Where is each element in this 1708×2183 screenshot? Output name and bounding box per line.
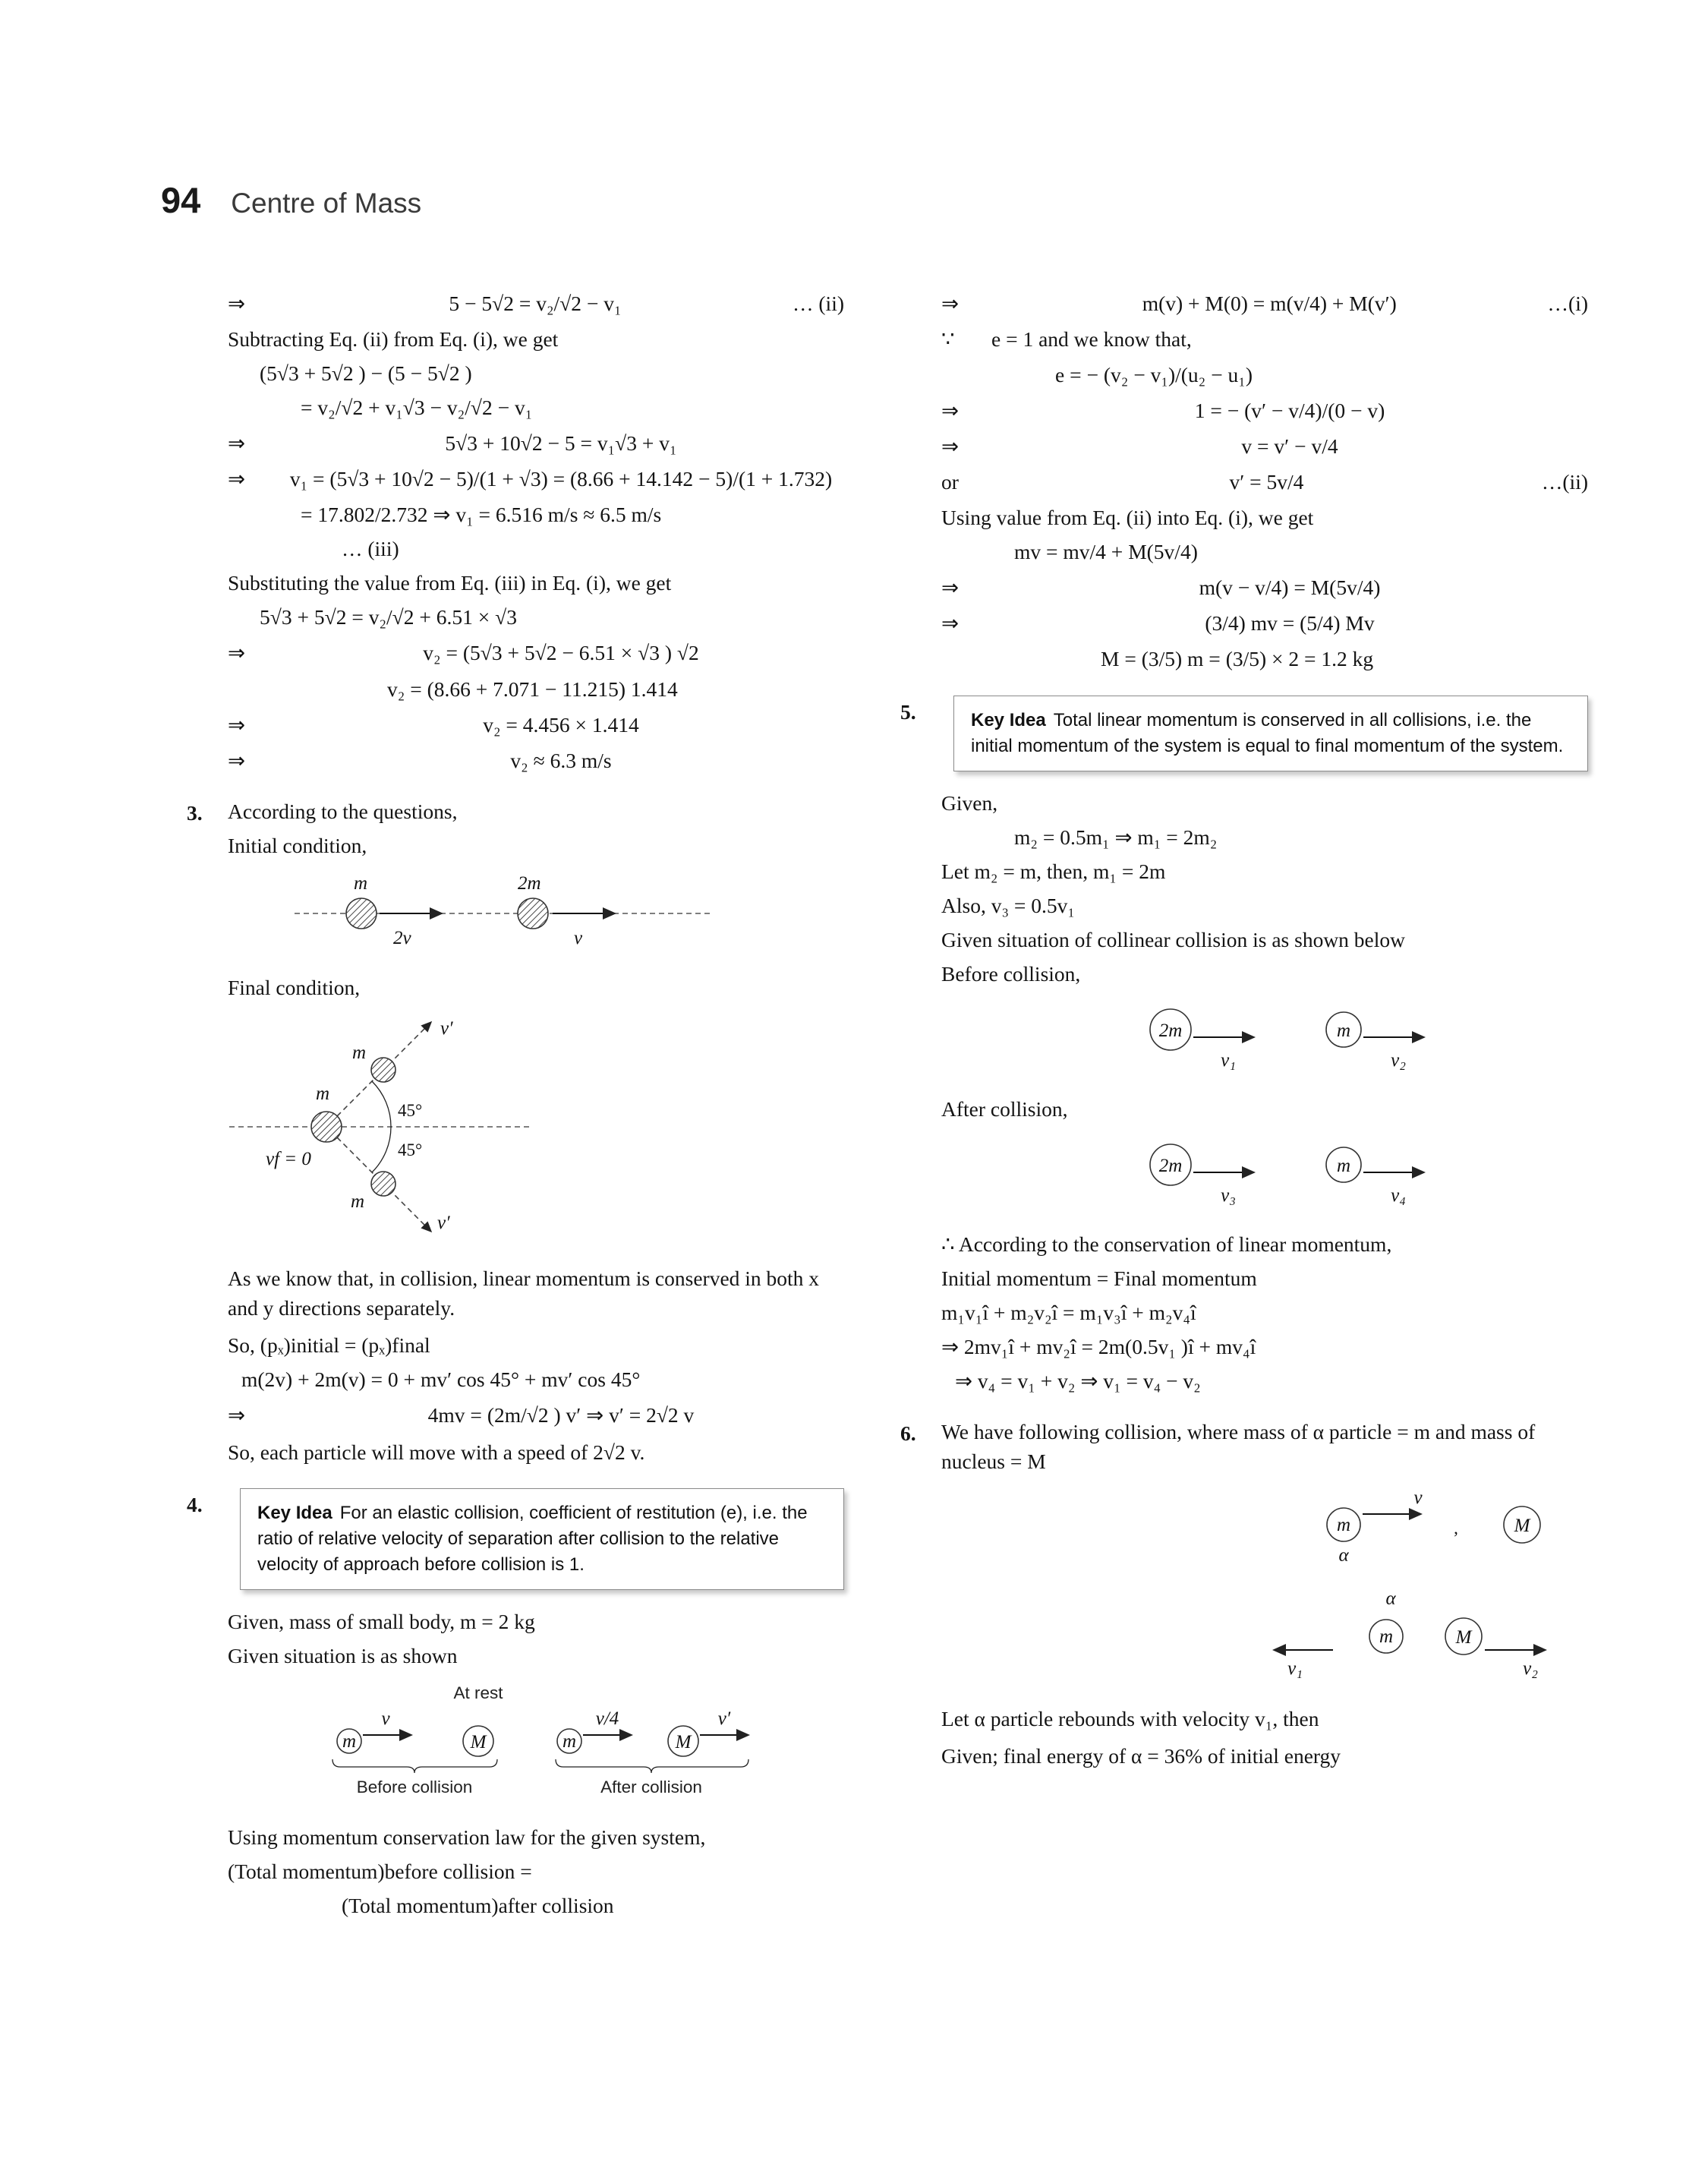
equation-text: v₂ = (5√3 + 5√2 − 6.51 × √3 ) √2: [423, 641, 699, 665]
implies-icon: ⇒: [228, 431, 246, 456]
after-collision-label: After collision: [600, 1777, 702, 1797]
key-idea-box: [240, 1488, 844, 1590]
equation-text: m(2v) + 2m(v) = 0 + mv′ cos 45° + mv′ cos 45°: [241, 1368, 641, 1392]
because-icon: ∵: [941, 327, 955, 352]
mass-label: 2m: [518, 872, 541, 894]
question-6: [900, 1417, 1588, 1770]
key-idea-label: Key Idea: [971, 709, 1046, 730]
paragraph: We have following collision, where mass of α particle = m and mass of nucleus = M: [941, 1420, 1536, 1474]
implies-icon: ⇒: [228, 1403, 246, 1427]
lower-angle-arc: [372, 1127, 391, 1172]
velocity-label: v: [1413, 1487, 1423, 1509]
mass-label: m: [1336, 1020, 1351, 1041]
equation-text: (3/4) mv = (5/4) Mv: [1205, 611, 1375, 636]
text-line: Using value from Eq. (ii) into Eq. (i), we get: [941, 506, 1314, 530]
text-line: Final condition,: [228, 975, 361, 999]
implies-icon: ⇒: [228, 467, 246, 491]
equation-text: m(v) + M(0) = m(v/4) + M(v′): [1142, 292, 1397, 315]
velocity-label: v₂: [1523, 1658, 1538, 1680]
before-collision-label: Before collision: [356, 1777, 473, 1797]
angle-label: 45°: [398, 1100, 423, 1120]
mass-m-ball-up: [371, 1058, 395, 1082]
equation-line: [228, 710, 844, 740]
paragraph: Let α particle rebounds with velocity v₁, then: [941, 1706, 1319, 1730]
equation-text: m₁v₁î + m₂v₂î = m₁v₃î + m₂v₄î: [941, 1301, 1196, 1325]
equation-line: [228, 638, 844, 667]
text-line: Before collision,: [941, 961, 1081, 986]
equation-text: So, (pₓ)initial = (pₓ)final: [228, 1333, 430, 1357]
mass-label: m: [1379, 1626, 1394, 1648]
equation-text: (Total momentum)after collision: [342, 1893, 614, 1917]
diagram-alpha-after: [941, 1589, 1588, 1688]
implies-icon: ⇒: [941, 292, 960, 315]
equation-text: (Total momentum)before collision =: [228, 1859, 532, 1883]
mass-label: M: [1455, 1627, 1472, 1648]
or-word: or: [941, 470, 959, 494]
equation-text: e = − (v₂ − v₁)/(u₂ − u₁): [1055, 363, 1253, 387]
mass-label: m: [351, 1191, 365, 1212]
question-number: 4.: [187, 1493, 203, 1517]
key-idea-text: Total linear momentum is conserved in all collisions, i.e. the initial momentum of the system is equal to final momentum of the system.: [971, 709, 1564, 756]
equation-text: v₂ ≈ 6.3 m/s: [510, 748, 612, 772]
upper-angle-arc: [372, 1081, 391, 1127]
equation-text: v = v′ − v/4: [1241, 434, 1338, 459]
mass-label: 2m: [1158, 1156, 1183, 1177]
diagram-before-after-collision: [228, 1682, 844, 1807]
equation-number: … (ii): [793, 292, 844, 315]
equation-line: [941, 396, 1588, 425]
paragraph: Given; final energy of α = 36% of initial energy: [941, 1743, 1341, 1768]
mass-label: m: [562, 1730, 577, 1752]
velocity-label: v′: [440, 1017, 453, 1039]
diagram-after-collision: [941, 1134, 1588, 1214]
final-velocity-label: vf = 0: [266, 1148, 311, 1169]
equation-text: ⇒ v₄ = v₁ + v₂ ⇒ v₁ = v₄ − v₂: [955, 1369, 1201, 1393]
comma: ,: [1454, 1519, 1458, 1538]
implies-icon: ⇒: [941, 399, 960, 423]
question-5: [900, 696, 1588, 1396]
implies-icon: ⇒: [941, 576, 960, 600]
velocity-label: v₁: [1221, 1049, 1236, 1071]
equation-text: mv = mv/4 + M(5v/4): [1014, 540, 1198, 564]
equation-text: v′ = 5v/4: [1229, 470, 1304, 494]
equation-text: 5√3 + 5√2 = v₂/√2 + 6.51 × √3: [260, 605, 518, 629]
text-line: Substituting the value from Eq. (iii) in Eq. (i), we get: [228, 571, 672, 595]
mass-m-ball: [346, 898, 377, 929]
alpha-label: α: [1338, 1545, 1349, 1566]
mass-label: M: [1514, 1516, 1530, 1537]
mass-label: m: [1336, 1515, 1351, 1536]
velocity-label: v₃: [1221, 1185, 1236, 1207]
text-line: e = 1 and we know that,: [991, 327, 1192, 352]
text-line: Initial condition,: [228, 833, 367, 857]
equation-line: [941, 467, 1588, 497]
equation-text: M = (3/5) m = (3/5) × 2 = 1.2 kg: [1101, 647, 1374, 671]
velocity-label: v₁: [1287, 1658, 1303, 1680]
key-idea-text: For an elastic collision, coefficient of restitution (e), i.e. the ratio of relative velocity of separation after collision to the relative velocity of approach before collision is 1.: [257, 1503, 808, 1576]
page-header: [161, 179, 421, 221]
equation-text: Also, v₃ = 0.5v₁: [941, 893, 1076, 917]
question-4: [187, 1488, 844, 1920]
at-rest-label: At rest: [453, 1683, 503, 1702]
text-line: Using momentum conservation law for the given system,: [228, 1825, 706, 1849]
diagram-before-collision: [941, 999, 1588, 1079]
text-line: According to the questions,: [228, 799, 458, 823]
equation-text: (5√3 + 5√2 ) − (5 − 5√2 ): [260, 361, 472, 386]
page-number: 94: [161, 180, 201, 220]
mass-m-ball-down: [371, 1172, 395, 1196]
angle-label: 45°: [398, 1140, 423, 1159]
implies-icon: ⇒: [228, 641, 246, 665]
question-number: 5.: [900, 699, 916, 724]
alpha-label: α: [1385, 1589, 1396, 1610]
question-number: 6.: [900, 1421, 916, 1446]
velocity-label: 2v: [393, 927, 411, 948]
mass-label: M: [470, 1731, 487, 1752]
equation-text: Let m₂ = m, then, m₁ = 2m: [941, 859, 1166, 883]
mass-label: 2m: [1158, 1020, 1183, 1041]
equation-text: 5 − 5√2 = v₂/√2 − v₁: [449, 292, 622, 315]
mass-label: m: [316, 1083, 330, 1104]
text-line: Given,: [941, 790, 998, 815]
paragraph: So, each particle will move with a speed of 2√2 v.: [228, 1440, 645, 1465]
equation-number: … (iii): [342, 537, 399, 561]
question-number: 3.: [187, 800, 203, 825]
velocity-label: v₄: [1391, 1185, 1406, 1207]
velocity-label: v′: [437, 1212, 450, 1233]
mass-label: M: [675, 1731, 692, 1752]
page-title: Centre of Mass: [231, 188, 422, 219]
equation-text: = v₂/√2 + v₁√3 − v₂/√2 − v₁: [301, 396, 533, 420]
velocity-label: v: [574, 927, 583, 948]
equation-line: [941, 289, 1588, 318]
velocity-label: v: [381, 1708, 390, 1729]
mass-label: m: [352, 1042, 367, 1063]
diagram-final-condition: [228, 1013, 844, 1248]
text-line: Given situation is as shown: [228, 1644, 458, 1668]
diagram-alpha-before: [941, 1487, 1588, 1574]
implies-icon: ⇒: [228, 712, 246, 737]
right-column: [900, 282, 1588, 1778]
key-idea-label: Key Idea: [257, 1503, 332, 1524]
text-line: Initial momentum = Final momentum: [941, 1267, 1257, 1291]
equation-text: = 17.802/2.732 ⇒ v₁ = 6.516 m/s ≈ 6.5 m/s: [301, 503, 662, 527]
equation-line: [228, 1400, 844, 1430]
equation-line: [941, 573, 1588, 602]
equation-line: [228, 428, 844, 458]
left-column: [187, 282, 844, 1925]
mass-2m-ball: [518, 898, 548, 929]
text-line: ∴ According to the conservation of linear momentum,: [941, 1232, 1392, 1257]
mass-label: m: [354, 872, 368, 894]
before-brace: [332, 1759, 497, 1773]
question-3: [187, 797, 844, 1468]
equation-line: [941, 608, 1588, 638]
equation-text: v₂ = 4.456 × 1.414: [483, 712, 639, 737]
velocity-label: v/4: [595, 1708, 619, 1729]
velocity-label: v₂: [1391, 1049, 1406, 1071]
equation-number: …(i): [1547, 292, 1588, 315]
implies-icon: ⇒: [228, 292, 246, 315]
diagram-initial-condition: [228, 871, 844, 957]
equation-line: [228, 464, 844, 494]
equation-text: 4mv = (2m/√2 ) v′ ⇒ v′ = 2√2 v: [427, 1403, 695, 1427]
text-line: Given, mass of small body, m = 2 kg: [228, 1610, 535, 1634]
after-brace: [556, 1759, 748, 1773]
equation-text: m₂ = 0.5m₁ ⇒ m₁ = 2m₂: [1014, 825, 1218, 849]
text-line: Subtracting Eq. (ii) from Eq. (i), we get: [228, 327, 559, 352]
mass-label: m: [342, 1730, 357, 1752]
mass-m-ball-center: [311, 1112, 342, 1142]
equation-line: [228, 746, 844, 775]
mass-label: m: [1336, 1156, 1351, 1177]
velocity-label: v′: [717, 1708, 731, 1729]
equation-text: v₁ = (5√3 + 10√2 − 5)/(1 + √3) = (8.66 + 14.142 − 5)/(1 + 1.732): [289, 467, 833, 491]
equation-text: 1 = − (v′ − v/4)/(0 − v): [1194, 399, 1385, 423]
implies-icon: ⇒: [228, 748, 246, 772]
equation-text: 5√3 + 10√2 − 5 = v₁√3 + v₁: [445, 431, 677, 456]
text-line: After collision,: [941, 1097, 1068, 1121]
paragraph: As we know that, in collision, linear momentum is conserved in both x and y directions separately.: [228, 1266, 820, 1320]
equation-text: v₂ = (8.66 + 7.071 − 11.215) 1.414: [387, 677, 678, 701]
text-line: Given situation of collinear collision is as shown below: [941, 927, 1406, 951]
equation-text: ⇒ 2mv₁î + mv₂î = 2m(0.5v₁ )î + mv₄î: [941, 1335, 1256, 1359]
equation-line: [941, 324, 1588, 354]
implies-icon: ⇒: [941, 434, 960, 459]
key-idea-box: [953, 696, 1588, 771]
equation-number: …(ii): [1541, 470, 1588, 494]
equation-line: [941, 431, 1588, 461]
equation-text: m(v − v/4) = M(5v/4): [1199, 576, 1381, 600]
equation-line: [228, 289, 844, 318]
implies-icon: ⇒: [941, 611, 960, 636]
